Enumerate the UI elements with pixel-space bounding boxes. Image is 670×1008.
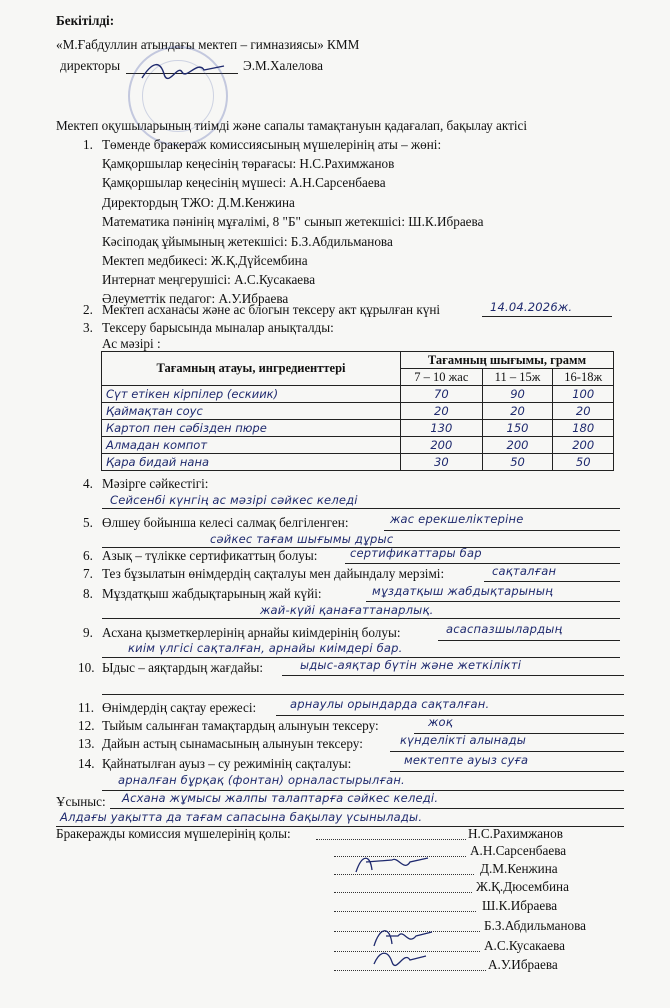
signature-kenzhina bbox=[352, 850, 432, 878]
table-row bbox=[102, 403, 614, 420]
member-line: Мектеп медбикесі: Ж.Қ.Дүйсембина bbox=[102, 253, 308, 268]
item2-label: 2. bbox=[83, 302, 93, 317]
signer-name: А.Н.Сарсенбаева bbox=[470, 843, 567, 858]
item8-text: Мұздатқыш жабдықтарының жай күйі: bbox=[102, 586, 322, 601]
dish-name: Картоп пен сәбізден пюре bbox=[102, 420, 401, 437]
item2-text: Мектеп асханасы және ас блогын тексеру акт құрылған күні bbox=[102, 302, 441, 317]
director-name: Э.М.Халелова bbox=[243, 58, 324, 73]
age-col: 7 – 10 жас bbox=[401, 369, 483, 386]
item8-handwriting2: жай-күйі қанағаттанарлық. bbox=[260, 603, 434, 617]
item7-label: 7. bbox=[83, 566, 93, 581]
signature-dots bbox=[316, 839, 466, 840]
item14-label: 14. bbox=[78, 756, 95, 771]
item2-line bbox=[482, 316, 612, 317]
item5-line bbox=[384, 530, 620, 531]
signature-dots bbox=[334, 892, 472, 893]
signer-name: Д.М.Кенжина bbox=[480, 861, 558, 876]
signer-name: Н.С.Рахимжанов bbox=[468, 826, 563, 841]
item9-text: Асхана қызметкерлерінің арнайы киімдерінің болуы: bbox=[102, 625, 401, 640]
item1-label: 1. bbox=[83, 137, 93, 152]
dish-value: 100 bbox=[553, 386, 614, 403]
proposal-label: Ұсыныс: bbox=[56, 794, 106, 809]
item8-line bbox=[366, 601, 620, 602]
proposal-handwriting: Асхана жұмысы жалпы талаптарға сәйкес келеді. bbox=[122, 791, 439, 805]
signer-name: Б.З.Абдильманова bbox=[484, 918, 587, 933]
item12-label: 12. bbox=[78, 718, 95, 733]
item6-handwriting: сертификаттары бар bbox=[350, 546, 482, 560]
item7-handwriting: сақталған bbox=[492, 564, 557, 578]
dish-value: 90 bbox=[482, 386, 553, 403]
item10-line bbox=[282, 675, 624, 676]
dish-name: Қара бидай нана bbox=[102, 454, 401, 471]
signature-ibraeva bbox=[370, 944, 430, 970]
item10-label: 10. bbox=[78, 660, 95, 675]
act-title: Мектеп оқушыларының тиімді және сапалы тамақтануын қадағалап, бақылау актісі bbox=[56, 118, 528, 133]
item5-label: 5. bbox=[83, 515, 93, 530]
dish-value: 150 bbox=[482, 420, 553, 437]
item7-line bbox=[484, 581, 620, 582]
item11-handwriting: арнаулы орындарда сақталған. bbox=[290, 697, 490, 711]
member-line: Қамқоршылар кеңесінің мүшесі: А.Н.Сарсенбаева bbox=[102, 175, 386, 190]
dish-value: 20 bbox=[553, 403, 614, 420]
director-label: директоры bbox=[60, 58, 121, 73]
member-line: Директордың ТЖО: Д.М.Кенжина bbox=[102, 195, 295, 210]
item8-label: 8. bbox=[83, 586, 93, 601]
item3-text: Тексеру барысында мыналар анықталды: bbox=[102, 320, 334, 335]
dish-value: 180 bbox=[553, 420, 614, 437]
dish-value: 130 bbox=[401, 420, 483, 437]
item13-line bbox=[390, 751, 624, 752]
signer-name: А.У.Ибраева bbox=[488, 957, 558, 972]
table-row bbox=[102, 386, 614, 403]
item1-text: Төменде бракераж комиссиясының мүшелерінің аты – жөні: bbox=[102, 137, 442, 152]
approval-title: Бекітілді: bbox=[56, 13, 115, 28]
signer-name: Ж.Қ.Дюсембина bbox=[476, 879, 569, 894]
proposal-line bbox=[110, 808, 624, 809]
item10-line2 bbox=[102, 694, 624, 695]
item11-label: 11. bbox=[78, 700, 94, 715]
item13-handwriting: күнделікті алынады bbox=[400, 733, 527, 747]
item14-text: Қайнатылған ауыз – су режимінің сақталуы: bbox=[102, 756, 352, 771]
dish-value: 200 bbox=[401, 437, 483, 454]
item10-text: Ыдыс – аяқтардың жағдайы: bbox=[102, 660, 264, 675]
item4-text: Мәзірге сәйкестігі: bbox=[102, 476, 209, 491]
item14-handwriting2: арналған бұрқақ (фонтан) орналастырылған. bbox=[118, 773, 405, 787]
item12-handwriting: жоқ bbox=[428, 715, 453, 729]
dish-value: 30 bbox=[401, 454, 483, 471]
proposal-handwriting2: Алдағы уақытта да тағам сапасына бақылау үсынылады. bbox=[60, 810, 423, 824]
signature-dots bbox=[334, 970, 486, 971]
item5-handwriting2: сәйкес тағам шығымы дұрыс bbox=[210, 532, 394, 546]
member-line: Кәсіподақ ұйымының жетекшісі: Б.З.Абдильманова bbox=[102, 234, 393, 249]
dish-name: Сүт етікен кірпілер (ескиик) bbox=[102, 386, 401, 403]
item8-line2 bbox=[102, 618, 620, 619]
signer-name: А.С.Кусакаева bbox=[484, 938, 565, 953]
item5-handwriting: жас ерекшеліктеріне bbox=[390, 512, 524, 526]
item9-handwriting2: киім үлгісі сақталған, арнайы киімдері бар. bbox=[128, 641, 403, 655]
dish-name: Алмадан компот bbox=[102, 437, 401, 454]
table-row bbox=[102, 437, 614, 454]
table-head-yield: Тағамның шығымы, грамм bbox=[401, 352, 614, 369]
signatures-label: Бракеражды комиссия мүшелерінің қолы: bbox=[56, 826, 291, 841]
dish-name: Қаймақтан соус bbox=[102, 403, 401, 420]
dish-value: 70 bbox=[401, 386, 483, 403]
item6-line bbox=[345, 563, 620, 564]
table-row bbox=[102, 454, 614, 471]
approval-org: «М.Ғабдуллин атындағы мектеп – гимназиясы» КММ bbox=[56, 37, 360, 52]
item10-handwriting: ыдыс-аяқтар бүтін және жеткілікті bbox=[300, 658, 522, 672]
age-col: 11 – 15ж bbox=[482, 369, 553, 386]
dish-value: 20 bbox=[482, 403, 553, 420]
item4-label: 4. bbox=[83, 476, 93, 491]
dish-value: 200 bbox=[553, 437, 614, 454]
item6-text: Азық – түлікке сертификаттың болуы: bbox=[102, 548, 318, 563]
item4-line bbox=[102, 508, 620, 509]
item9-label: 9. bbox=[83, 625, 93, 640]
item14-handwriting: мектепте ауыз суға bbox=[404, 753, 529, 767]
item6-label: 6. bbox=[83, 548, 93, 563]
item3-label: 3. bbox=[83, 320, 93, 335]
item13-label: 13. bbox=[78, 736, 95, 751]
item13-text: Дайын астың сынамасының алынуын тексеру: bbox=[102, 736, 363, 751]
member-line: Әлеуметтік педагог: А.У.Ибраева bbox=[102, 291, 289, 306]
signature-dots bbox=[334, 911, 476, 912]
table-row bbox=[102, 420, 614, 437]
dish-value: 50 bbox=[553, 454, 614, 471]
member-line: Қамқоршылар кеңесінің төрағасы: Н.С.Рахимжанов bbox=[102, 156, 395, 171]
item14-line bbox=[390, 771, 624, 772]
director-signature bbox=[138, 56, 228, 86]
menu-table bbox=[101, 351, 614, 471]
item3-sub1: Ас мәзірі : bbox=[102, 336, 161, 351]
item8-handwriting: мұздатқыш жабдықтарының bbox=[372, 584, 553, 598]
item2-handwriting: 14.04.2026ж. bbox=[490, 300, 573, 314]
signer-name: Ш.К.Ибраева bbox=[482, 898, 558, 913]
dish-value: 50 bbox=[482, 454, 553, 471]
dish-value: 20 bbox=[401, 403, 483, 420]
member-line: Интернат меңгерушісі: А.С.Кусакаева bbox=[102, 272, 316, 287]
item9-handwriting: асаспазшылардың bbox=[446, 622, 563, 636]
item11-text: Өнімдердің сақтау ережесі: bbox=[102, 700, 257, 715]
item5-text: Өлшеу бойынша келесі салмақ белгіленген: bbox=[102, 515, 349, 530]
item12-text: Тыйым салынған тамақтардың алынуын тексеру: bbox=[102, 718, 379, 733]
item7-text: Тез бұзылатын өнімдердің сақталуы мен дайындалу мерзімі: bbox=[102, 566, 445, 581]
dish-value: 200 bbox=[482, 437, 553, 454]
item9-line bbox=[438, 640, 620, 641]
member-line: Математика пәнінің мұғалімі, 8 "Б" сынып жетекшісі: Ш.К.Ибраева bbox=[102, 214, 484, 229]
age-col: 16-18ж bbox=[553, 369, 614, 386]
table-head-name: Тағамның атауы, ингредиенттері bbox=[102, 352, 401, 386]
item4-handwriting: Сейсенбі күнгің ас мәзірі сәйкес келеді bbox=[110, 493, 358, 507]
